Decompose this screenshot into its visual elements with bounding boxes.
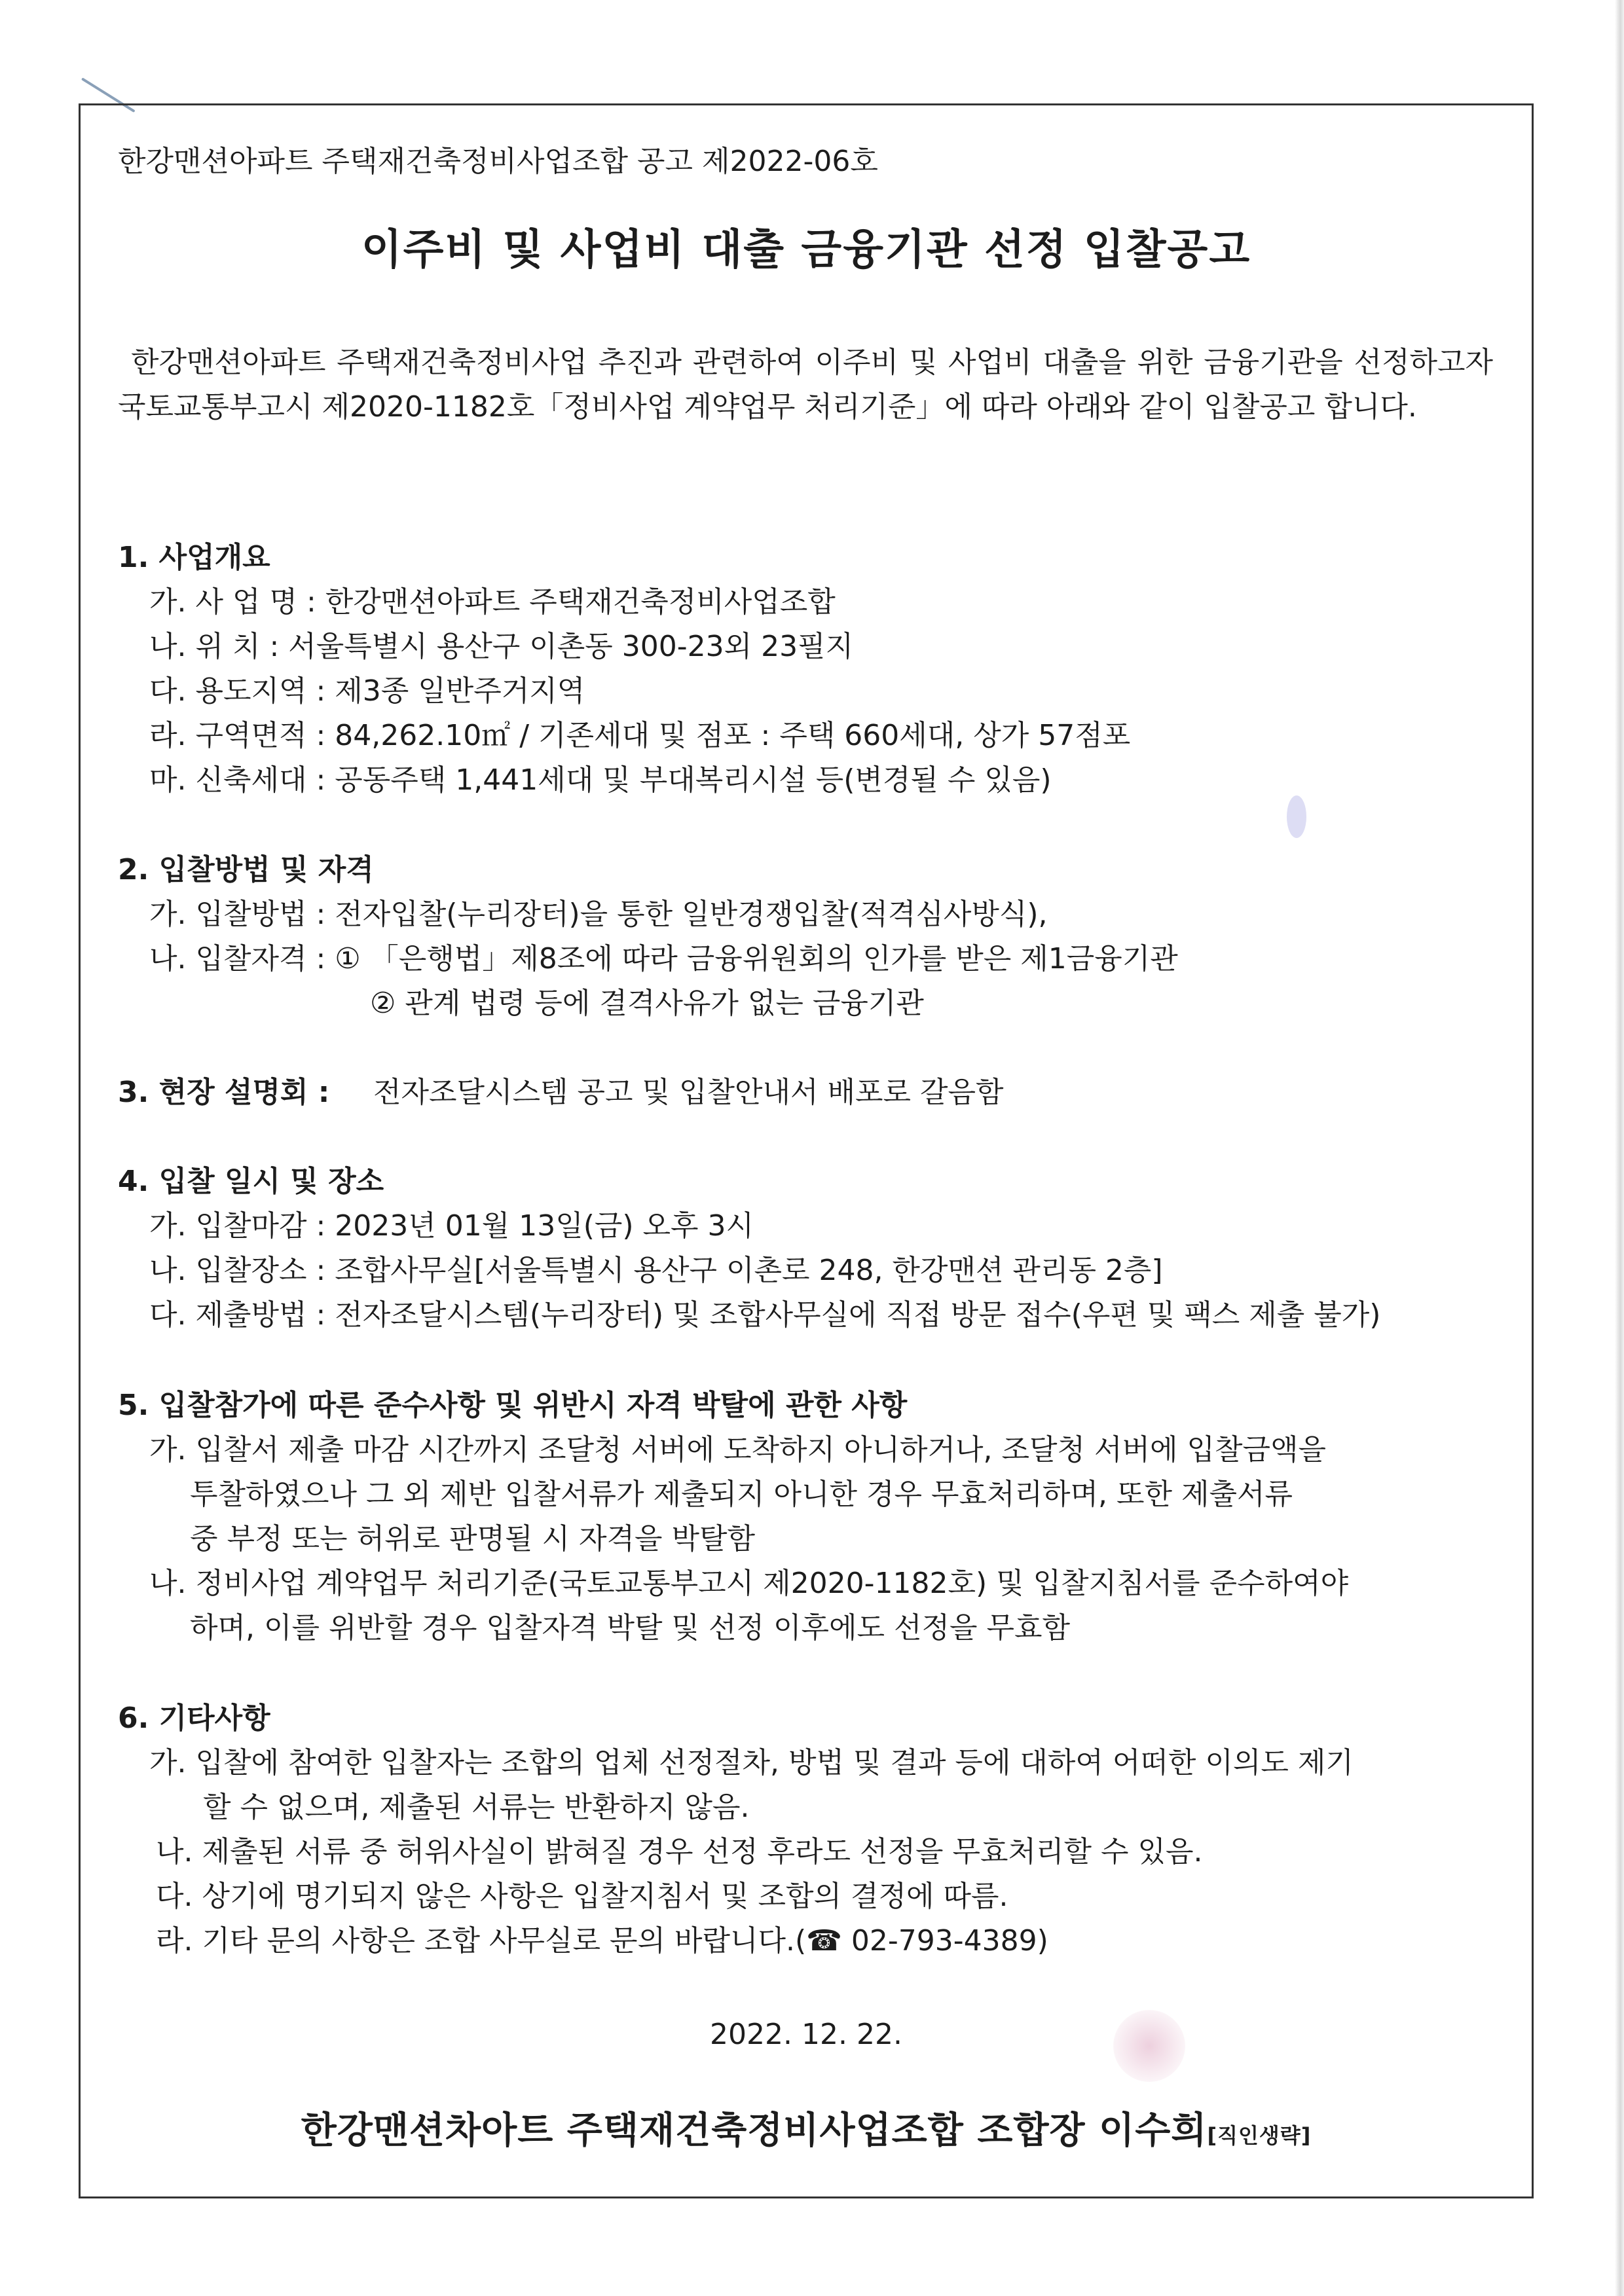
section-1-heading: 1. 사업개요 bbox=[118, 541, 270, 574]
section-1-line: 라. 구역면적 : 84,262.10㎡ / 기존세대 및 점포 : 주택 660세대, 상가 57점포 bbox=[149, 719, 1131, 752]
signature-line bbox=[79, 2102, 1534, 2154]
seal-stamp-icon bbox=[1113, 2010, 1185, 2082]
section-4-heading: 4. 입찰 일시 및 장소 bbox=[118, 1165, 384, 1198]
section-5-line: 가. 입찰서 제출 마감 시간까지 조달청 서버에 도착하지 아니하거나, 조달청 서버에 입찰금액을 bbox=[149, 1433, 1326, 1467]
section-5-heading: 5. 입찰참가에 따른 준수사항 및 위반시 자격 박탈에 관한 사항 bbox=[118, 1389, 908, 1422]
section-4-line: 나. 입찰장소 : 조합사무실[서울특별시 용산구 이촌로 248, 한강맨션 관리동 2층] bbox=[149, 1254, 1163, 1287]
section-6-line: 나. 제출된 서류 중 허위사실이 밝혀질 경우 선정 후라도 선정을 무효처리할 수 있음. bbox=[156, 1835, 1203, 1868]
signature-text: 한강맨션차아트 주택재건축정비사업조합 조합장 이수희 bbox=[301, 2109, 1208, 2152]
section-6-line: 다. 상기에 명기되지 않은 사항은 입찰지침서 및 조합의 결정에 따름. bbox=[156, 1880, 1008, 1913]
notice-number: 한강맨션아파트 주택재건축정비사업조합 공고 제2022-06호 bbox=[118, 145, 878, 178]
section-3-text: 전자조달시스템 공고 및 입찰안내서 배포로 갈음함 bbox=[373, 1076, 1004, 1109]
section-3-heading: 3. 현장 설명회 : bbox=[118, 1076, 330, 1109]
signature-note: [직인생략] bbox=[1207, 2123, 1312, 2148]
ink-smudge bbox=[1287, 795, 1306, 838]
section-6-line: 가. 입찰에 참여한 입찰자는 조합의 업체 선정절차, 방법 및 결과 등에 대하여 어떠한 이의도 제기 bbox=[149, 1746, 1354, 1779]
section-1-line: 마. 신축세대 : 공동주택 1,441세대 및 부대복리시설 등(변경될 수 있음) bbox=[149, 763, 1052, 797]
section-1-line: 다. 용도지역 : 제3종 일반주거지역 bbox=[149, 674, 585, 708]
section-5-line: 나. 정비사업 계약업무 처리기준(국토교통부고시 제2020-1182호) 및 입찰지침서를 준수하여야 bbox=[149, 1567, 1349, 1600]
section-5-line: 하며, 이를 위반할 경우 입찰자격 박탈 및 선정 이후에도 선정을 무효함 bbox=[190, 1611, 1070, 1645]
scan-edge-shadow bbox=[1615, 0, 1624, 2296]
section-2-heading: 2. 입찰방법 및 자격 bbox=[118, 853, 374, 886]
section-6-line: 라. 기타 문의 사항은 조합 사무실로 문의 바랍니다.(☎ 02-793-4389) bbox=[156, 1924, 1048, 1958]
section-6-line: 할 수 없으며, 제출된 서류는 반환하지 않음. bbox=[203, 1791, 750, 1824]
section-2-line: ② 관계 법령 등에 결격사유가 없는 금융기관 bbox=[370, 987, 924, 1020]
section-6-heading: 6. 기타사항 bbox=[118, 1702, 270, 1735]
intro-paragraph: 한강맨션아파트 주택재건축정비사업 추진과 관련하여 이주비 및 사업비 대출을 위한 금융기관을 선정하고자 국토교통부고시 제2020-1182호「정비사업 계약업무 처리기준」에 따라 아래와 같이 입찰공고 합니다. bbox=[118, 346, 1493, 424]
section-4-line: 다. 제출방법 : 전자조달시스템(누리장터) 및 조합사무실에 직접 방문 접수(우편 및 팩스 제출 불가) bbox=[149, 1298, 1381, 1332]
section-1-line: 가. 사 업 명 : 한강맨션아파트 주택재건축정비사업조합 bbox=[149, 585, 836, 619]
document-date: 2022. 12. 22. bbox=[710, 2018, 902, 2051]
section-2-line: 나. 입찰자격 : ① 「은행법」제8조에 따라 금융위원회의 인가를 받은 제1금융기관 bbox=[149, 942, 1178, 975]
section-2-line: 가. 입찰방법 : 전자입찰(누리장터)을 통한 일반경쟁입찰(적격심사방식), bbox=[149, 898, 1048, 931]
section-5-line: 투찰하였으나 그 외 제반 입찰서류가 제출되지 아니한 경우 무효처리하며, 또한 제출서류 bbox=[190, 1478, 1293, 1511]
section-4-line: 가. 입찰마감 : 2023년 01월 13일(금) 오후 3시 bbox=[149, 1209, 754, 1243]
section-1-line: 나. 위 치 : 서울특별시 용산구 이촌동 300-23외 23필지 bbox=[149, 630, 854, 663]
section-5-line: 중 부정 또는 허위로 판명될 시 자격을 박탈함 bbox=[190, 1522, 755, 1556]
document-title: 이주비 및 사업비 대출 금융기관 선정 입찰공고 bbox=[361, 226, 1251, 274]
